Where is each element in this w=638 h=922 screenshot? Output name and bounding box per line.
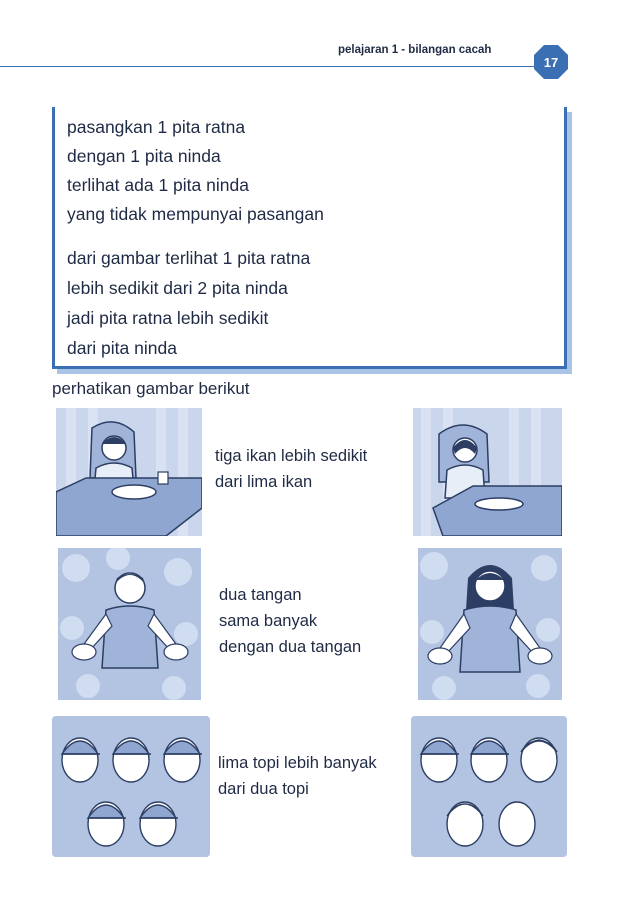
box-line: dengan 1 pita ninda — [67, 146, 221, 166]
caption-line: dua tangan — [219, 586, 302, 604]
page-number-badge — [533, 44, 569, 80]
intro-text: perhatikan gambar berikut — [52, 379, 250, 398]
page-number: 17 — [543, 55, 559, 70]
box-line: jadi pita ratna lebih sedikit — [67, 308, 269, 328]
chapter-title: pelajaran 1 - bilangan cacah — [338, 44, 492, 56]
five-caps-illustration — [52, 716, 210, 857]
caption-row-3 — [218, 750, 377, 802]
box-line: pasangkan 1 pita ratna — [67, 117, 246, 137]
explanation-box — [52, 107, 567, 369]
box-line: dari pita ninda — [67, 338, 177, 358]
box-line: lebih sedikit dari 2 pita ninda — [67, 278, 288, 298]
caption-line: dari lima ikan — [215, 473, 313, 491]
caption-line: dari dua topi — [218, 780, 309, 798]
box-line: terlihat ada 1 pita ninda — [67, 175, 249, 195]
caption-row-1 — [215, 443, 367, 495]
boy-eating-illustration — [56, 408, 202, 536]
box-line: yang tidak mempunyai pasangan — [67, 204, 324, 224]
box-line: dari gambar terlihat 1 pita ratna — [67, 248, 311, 268]
two-caps-illustration — [411, 716, 567, 857]
caption-row-2 — [219, 582, 361, 660]
header-rule — [0, 66, 560, 67]
caption-line: tiga ikan lebih sedikit — [215, 447, 368, 465]
girl-hands-illustration — [418, 548, 562, 700]
caption-line: lima topi lebih banyak — [218, 754, 377, 772]
girl-eating-illustration — [413, 408, 562, 536]
caption-line: sama banyak — [219, 612, 318, 630]
boy-hands-illustration — [58, 548, 201, 700]
caption-line: dengan dua tangan — [219, 638, 362, 656]
